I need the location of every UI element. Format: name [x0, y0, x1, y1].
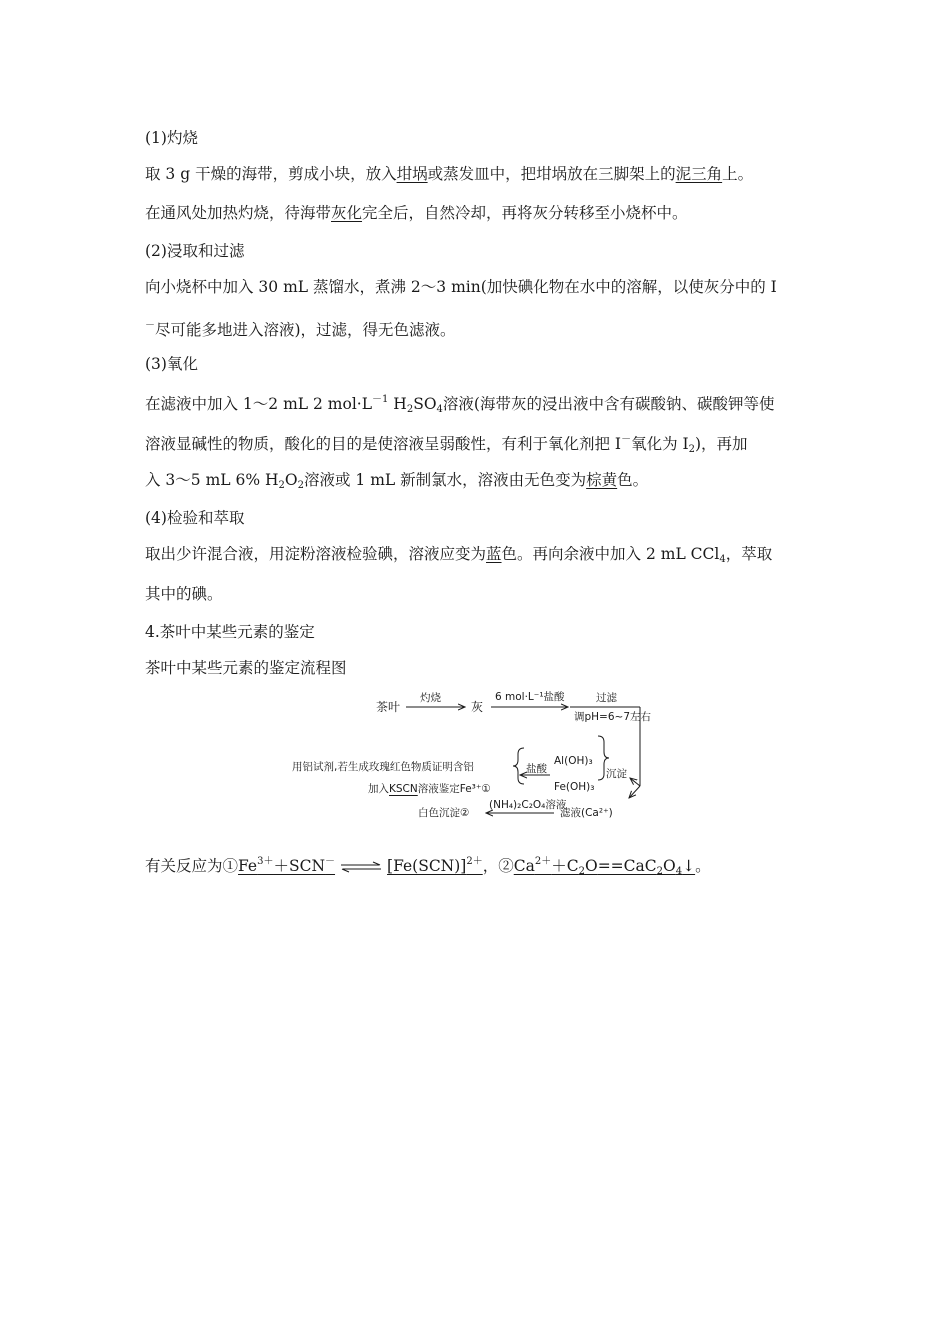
answer-blank: 蓝 [486, 545, 502, 563]
answer-blank: 灰化 [331, 204, 363, 222]
node-filtrate: 滤液(Ca²⁺) [560, 807, 613, 819]
reaction-line: 有关反应为$①Fe^{3+}+SCN^-$ $[Fe(SCN)]^{2+}$，$②Ca^{2+}+C_2O==CaC_2O_4↓$。 [145, 856, 711, 877]
node-aloh3: Al(OH)₃ [554, 755, 593, 767]
answer-blank: $[Fe(SCN)]^{2+}$ [387, 856, 483, 875]
paragraph-line: 在滤液中加入 1～2 mL 2 $mol\cdot L^{-1}$ $H_2SO_4$溶液(海带灰的浸出液中含有碳酸钠、碳酸钾等使 [145, 394, 775, 415]
arrow-label-hcl: 6 mol·L⁻¹盐酸 [495, 691, 565, 703]
kscn-note: 加入KSCN溶液鉴定Fe³⁺① [368, 783, 491, 795]
heading-test-extract: (4)检验和萃取 [145, 509, 245, 527]
node-white-precipitate: 白色沉淀② [418, 807, 470, 819]
paragraph-line: 在通风处加热灼烧，待海带灰化完全后，自然冷却，再将灰分转移至小烧杯中。 [145, 204, 688, 222]
section-heading: 4.茶叶中某些元素的鉴定 [145, 623, 315, 641]
equilibrium-arrow-icon [339, 861, 383, 873]
paragraph-line: 入 3～5 mL 6% $H_2O_2$溶液或 1 mL 新制氯水，溶液由无色变为棕黄色。 [145, 471, 649, 491]
diagram-caption: 茶叶中某些元素的鉴定流程图 [145, 659, 347, 677]
arrow-label-burn: 灼烧 [420, 692, 441, 704]
heading-burning: (1)灼烧 [145, 129, 198, 147]
answer-blank: $Fe^{3+}+SCN^-$ [238, 856, 336, 875]
arrow-label-filter: 过滤 [596, 692, 617, 704]
node-precipitate: 沉淀 [606, 768, 627, 780]
node-ash: 灰 [471, 700, 484, 714]
answer-blank: 棕黄 [586, 471, 618, 489]
heading-oxidation: (3)氧化 [145, 355, 198, 373]
answer-blank: $Ca^{2+}+C_2O==CaC_2O_4↓$ [513, 856, 696, 877]
paragraph-line: －尽可能多地进入溶液)，过滤，得无色滤液。 [145, 320, 456, 339]
paragraph-line: 向小烧杯中加入 30 mL 蒸馏水，煮沸 2～3 min(加快碘化物在水中的溶解，以使灰分中的 I [145, 278, 777, 296]
node-feoh3: Fe(OH)₃ [554, 781, 595, 793]
arrow-label-oxalate: (NH₄)₂C₂O₄溶液 [489, 799, 567, 811]
arrow-label-hcl-2: 盐酸 [526, 763, 547, 775]
paragraph-line: 取 3 g 干燥的海带，剪成小块，放入坩埚或蒸发皿中，把坩埚放在三脚架上的泥三角上。 [145, 165, 754, 183]
paragraph-line: 取出少许混合液，用淀粉溶液检验碘，溶液应变为蓝色。再向余液中加入 2 mL CCl$_4$，萃取 [145, 545, 773, 565]
heading-leaching: (2)浸取和过滤 [145, 242, 245, 260]
paragraph-line: 溶液显碱性的物质，酸化的目的是使溶液呈弱酸性，有利于氧化剂把 I－氧化为 $I_2$)，再加 [145, 434, 748, 455]
node-tea: 茶叶 [376, 700, 401, 714]
paragraph-line: 其中的碘。 [145, 585, 223, 603]
flow-diagram [292, 688, 652, 828]
answer-blank: 泥三角 [675, 165, 723, 183]
al-test-note: 用铝试剂,若生成玫瑰红色物质证明含铝 [292, 761, 474, 773]
arrow-label-ph: 调pH=6~7左右 [574, 711, 652, 723]
answer-blank: 坩埚 [396, 165, 428, 183]
